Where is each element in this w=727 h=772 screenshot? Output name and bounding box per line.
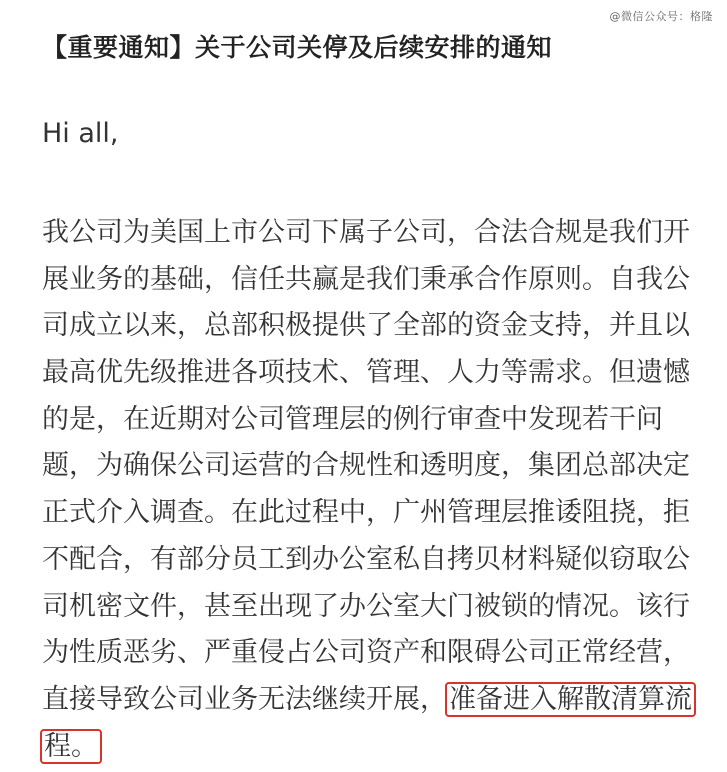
highlight-box: 准备进入解散清算流 — [449, 683, 692, 715]
body-line: 不配合，有部分员工到办公室私自拷贝材料疑似窃取公 — [42, 543, 690, 575]
body-line: 司成立以来，总部积极提供了全部的资金支持，并且以 — [42, 310, 690, 342]
highlight-box: 程。 — [44, 730, 98, 762]
notice-title: 【重要通知】关于公司关停及后续安排的通知 — [42, 33, 553, 62]
body-line: 为性质恶劣、严重侵占公司资产和限碍公司正常经营， — [42, 637, 690, 669]
body-line-text: 直接导致公司业务无法继续开展， — [42, 683, 447, 715]
greeting: Hi all, — [42, 118, 119, 149]
body-line: 的是，在近期对公司管理层的例行审查中发现若干问 — [42, 403, 663, 435]
body-line — [42, 724, 702, 771]
watermark: @微信公众号：格隆 — [609, 10, 713, 23]
body-line: 司机密文件，甚至出现了办公室大门被锁的情况。该行 — [42, 590, 690, 622]
body-line: 题，为确保公司运营的合规性和透明度，集团总部决定 — [42, 450, 690, 482]
body-line: 我公司为美国上市公司下属子公司，合法合规是我们开 — [42, 217, 690, 248]
body-line — [42, 677, 702, 724]
body-line: 最高优先级推进各项技术、管理、人力等需求。但遗憾 — [42, 357, 690, 389]
body-line: 正式介入调查。在此过程中，广州管理层推诿阻挠，拒 — [42, 497, 690, 529]
body-line: 展业务的基础，信任共赢是我们秉承合作原则。自我公 — [42, 263, 690, 295]
notice-body — [42, 210, 702, 770]
